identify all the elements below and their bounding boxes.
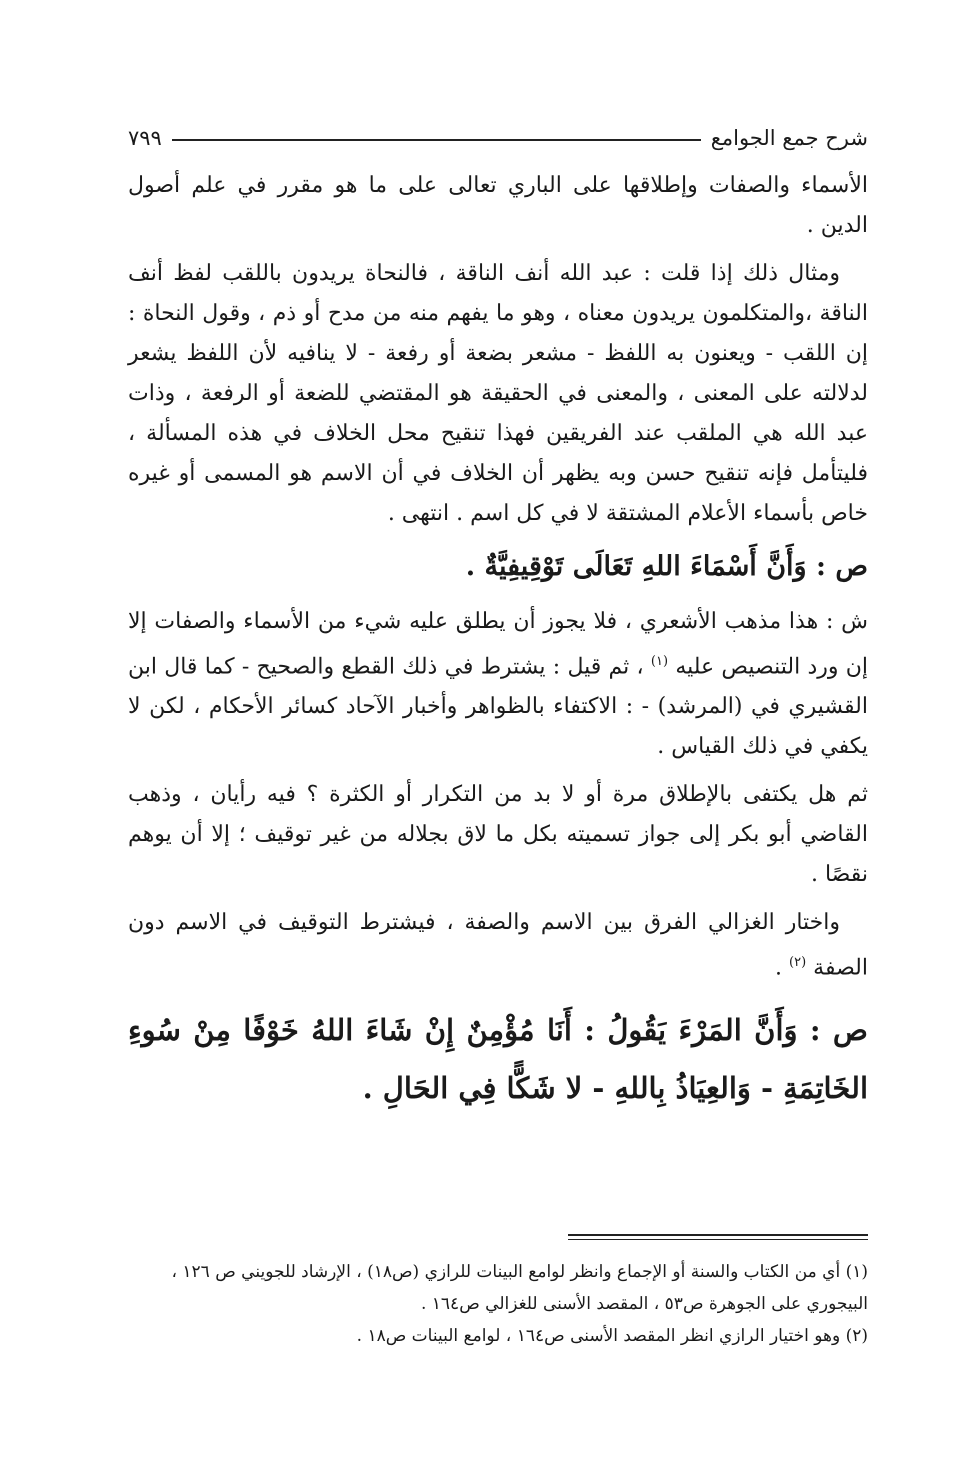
paragraph-text: واختار الغزالي الفرق بين الاسم والصفة ، فيشترط التوقيف في الاسم دون الصفة xyxy=(128,910,868,981)
paragraph-text: . xyxy=(775,955,790,981)
paragraph-ghazali xyxy=(128,903,868,988)
running-title: شرح جمع الجوامع xyxy=(710,126,868,150)
footnote-ref-2[interactable]: (٢) xyxy=(789,955,807,971)
footnote-ref-1[interactable]: (١) xyxy=(650,654,669,669)
page-body xyxy=(128,166,868,1127)
paragraph-text: ش : هذا مذهب الأشعري ، فلا يجوز أن يطلق عليه شيء من الأسماء والصفات إلا إن ورد التنصيص عليه xyxy=(128,609,869,680)
paragraph-example: ومثال ذلك إذا قلت : عبد الله أنف الناقة ، فالنحاة يريدون باللقب لفظ أنف الناقة ،والمتكلمون يريدون معناه ، وهو ما يفهم منه من مدح أو ذم ، وقول النحاة : إن اللقب - ويعنون به اللفظ - مشعر بضعة أو رفعة - لا ينافيه لأن اللفظ يشعر لدلالته على المعنى ، والمعنى في الحقيقة هو المقتضي للضعة أو الرفعة ، وذات عبد الله هي الملقب عند الفريقين فهذا تنقيح محل الخلاف في هذه المسألة ، فليتأمل فإنه تنقيح حسن وبه يظهر أن الخلاف في أن الاسم هو المسمى أو غيره خاص بأسماء الأعلام المشتقة لا في كل اسم . انتهى . xyxy=(128,261,868,526)
paragraph-continuation: الأسماء والصفات وإطلاقها على الباري تعالى على ما هو مقرر في علم أصول الدين . xyxy=(128,173,868,238)
page-header xyxy=(128,118,868,158)
paragraph-text: ، ثم قيل : يشترط في ذلك القطع والصحيح - كما قال ابن القشيري في (المرشد) - : الاكتفاء بالظواهر وأخبار الآحاد كسائر الأحكام ، لكن لا يكفي في ذلك القياس . xyxy=(128,654,868,760)
matn-text-faith: ص : وَأَنَّ المَرْءَ يَقُولُ : أَنَا مُؤْمِنٌ إِنْ شَاءَ اللهُ خَوْفًا مِنْ سُوءِ الخَاتِمَةِ - وَالعِيَاذُ بِاللهِ - لا شَكًّا فِي الحَالِ . xyxy=(128,1012,868,1105)
footnotes xyxy=(128,1256,868,1352)
header-rule xyxy=(172,139,701,141)
footnote-2: (٢) وهو اختيار الرازي انظر المقصد الأسنى ص١٦٤ ، لوامع البينات ص١٨ . xyxy=(356,1326,868,1346)
matn-text-names-of-allah: ص : وَأَنَّ أَسْمَاءَ اللهِ تَعَالَى تَوْقِيفِيَّةٌ . xyxy=(465,551,868,582)
footnote-1: (١) أي من الكتاب والسنة أو الإجماع وانظر لوامع البينات للرازي (ص١٨) ، الإرشاد للجويني ص ١٢٦ ، البيجوري على الجوهرة ص٥٣ ، المقصد الأسنى للغزالي ص١٦٤ . xyxy=(171,1262,868,1314)
paragraph-repetition: ثم هل يكتفى بالإطلاق مرة أو لا بد من التكرار أو الكثرة ؟ فيه رأيان ، وذهب القاضي أبو بكر إلى جواز تسميته بكل ما لاق بجلاله من غير توقيف ؛ إلا أن يوهم نقصًا . xyxy=(128,782,868,888)
page-number: ٧٩٩ xyxy=(128,126,162,150)
footnote-separator xyxy=(568,1234,868,1240)
paragraph-commentary-ashari xyxy=(128,602,868,767)
